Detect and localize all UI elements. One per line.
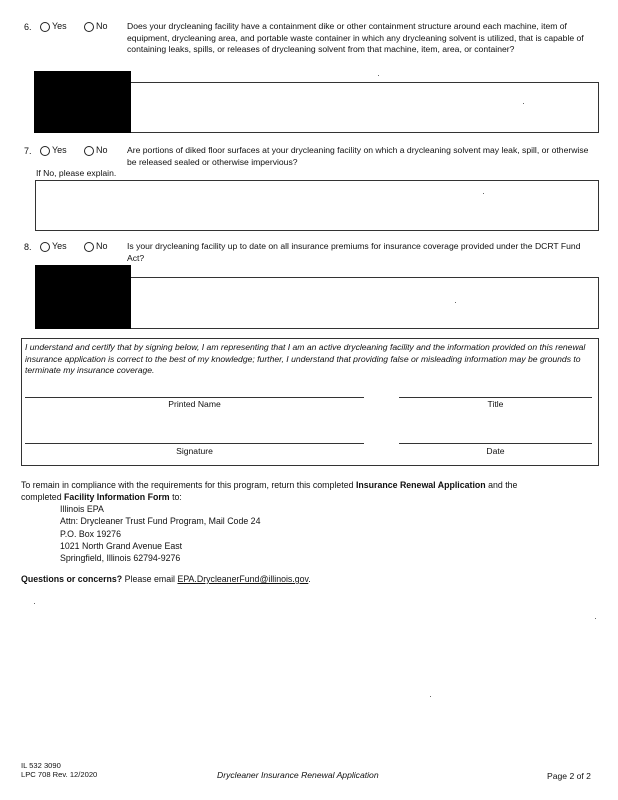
q8-no-radio[interactable]: [84, 242, 94, 252]
q8-yes-radio[interactable]: [40, 242, 50, 252]
instructions-and-the: and the: [488, 480, 518, 490]
date-line[interactable]: [399, 443, 592, 444]
questions-text: Please email: [124, 574, 176, 584]
questions-period: .: [308, 574, 311, 584]
q6-no-label: No: [96, 21, 108, 31]
q6-yes-radio[interactable]: [40, 22, 50, 32]
title-line[interactable]: [399, 397, 592, 398]
q6-no-radio[interactable]: [84, 22, 94, 32]
address-line-3: P.O. Box 19276: [60, 528, 121, 539]
q8-no-label: No: [96, 241, 108, 251]
question-6-number: 6.: [24, 22, 32, 32]
printed-name-line[interactable]: [25, 397, 364, 398]
mailing-address: [60, 503, 260, 564]
scan-speck: [455, 302, 456, 303]
questions-contact: [21, 573, 311, 585]
instructions-form2: Facility Information Form: [64, 492, 170, 502]
q8-no-option[interactable]: [84, 241, 108, 252]
question-6-text: Does your drycleaning facility have a containment dike or other containment structure around each machine, item of equipment, drycleaning area, and portable waste container in which any drycleaning solvent is utilized, that is capable of containing leaks, spills, or releases of drycleaning solvent from that machine, item, area, or container?: [127, 21, 584, 54]
footer-title: Drycleaner Insurance Renewal Application: [217, 770, 379, 780]
scan-speck: [34, 603, 35, 604]
instructions-form1: Insurance Renewal Application: [355, 480, 486, 490]
q7-yes-option[interactable]: [40, 145, 67, 156]
q7-no-label: No: [96, 145, 108, 155]
printed-name-label: Printed Name: [168, 399, 221, 409]
date-label: Date: [486, 446, 505, 456]
q7-no-radio[interactable]: [84, 146, 94, 156]
address-line-4: 1021 North Grand Avenue East: [60, 540, 183, 551]
q7-no-option[interactable]: [84, 145, 108, 156]
q6-no-option[interactable]: [84, 21, 108, 32]
contact-email-link[interactable]: EPA.DrycleanerFund@illinois.gov: [177, 574, 309, 584]
scan-speck: [523, 103, 524, 104]
signature-line[interactable]: [25, 443, 364, 444]
address-line-5: Springfield, Illinois 62794-9276: [60, 553, 181, 564]
q6-redaction-block: [34, 71, 131, 133]
q7-explanation-box[interactable]: [35, 180, 599, 231]
form-code-1: IL 532 3090: [21, 761, 61, 770]
signature-label: Signature: [176, 446, 213, 456]
q8-yes-label: Yes: [52, 241, 67, 251]
scan-speck: [595, 618, 596, 619]
question-8-text: Is your drycleaning facility up to date on all insurance premiums for insurance coverage provided under the DCRT Fund Act?: [127, 241, 581, 263]
q7-yes-label: Yes: [52, 145, 67, 155]
question-7-text: Are portions of diked floor surfaces at your drycleaning facility on which a drycleaning solvent may leak, spill, or otherwise be released sealed or otherwise impervious?: [127, 145, 589, 167]
form-code-2: LPC 708 Rev. 12/2020: [21, 770, 98, 779]
address-line-2: Attn: Drycleaner Trust Fund Program, Mail Code 24: [60, 516, 261, 527]
q8-yes-option[interactable]: [40, 241, 67, 252]
scan-speck: [483, 193, 484, 194]
question-7-number: 7.: [24, 146, 32, 156]
title-label: Title: [487, 399, 504, 409]
address-line-1: Illinois EPA: [60, 504, 104, 514]
instructions-intro: To remain in compliance with the requirements for this program, return this completed: [21, 480, 354, 490]
q8-redaction-block: [35, 265, 131, 329]
instructions-to: to:: [172, 492, 182, 502]
q7-yes-radio[interactable]: [40, 146, 50, 156]
page-number: Page 2 of 2: [547, 771, 591, 781]
instructions-paragraph: [21, 479, 601, 503]
scan-speck: [378, 75, 379, 76]
q7-explain-label: If No, please explain.: [36, 168, 117, 178]
q6-yes-option[interactable]: [40, 21, 67, 32]
instructions-completed: completed: [21, 492, 62, 502]
form-codes: [21, 761, 97, 779]
question-8-number: 8.: [24, 242, 32, 252]
questions-label: Questions or concerns?: [21, 574, 123, 584]
certification-text: I understand and certify that by signing below, I am representing that I am an active drycleaning facility and the information provided on this renewal insurance application is correct to the best of my knowledge; further, I understand that providing false or misleading information may be grounds to terminate my insurance coverage.: [25, 342, 586, 376]
scan-speck: [430, 696, 431, 697]
q6-yes-label: Yes: [52, 21, 67, 31]
